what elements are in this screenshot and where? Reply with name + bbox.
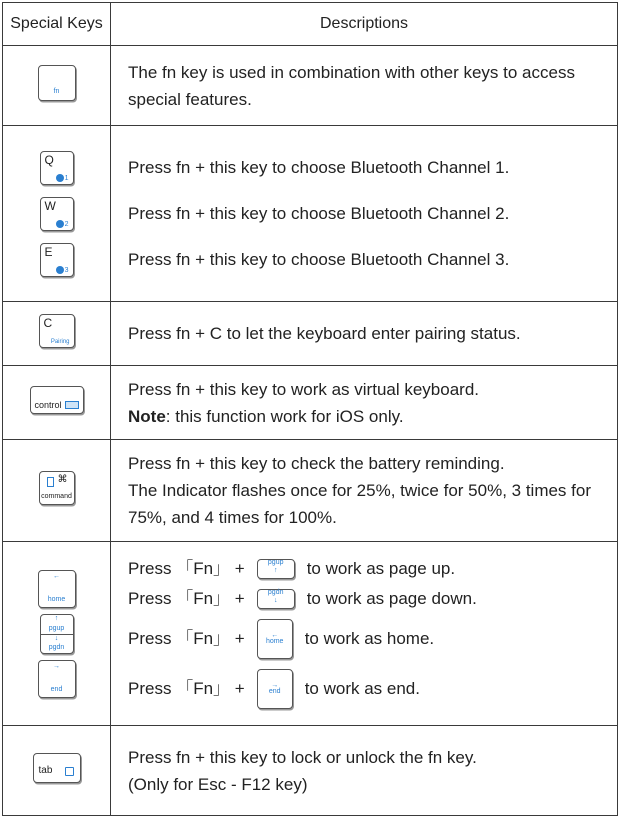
- header-descriptions: Descriptions: [111, 3, 618, 46]
- command-line-1: Press fn + this key to check the battery reminding.: [128, 454, 505, 473]
- row-bluetooth: [3, 126, 618, 302]
- up-arrow-icon: ↑: [54, 614, 59, 622]
- row-command: [3, 440, 618, 542]
- lock-icon: [65, 767, 74, 776]
- end-key-inline-icon: → end: [257, 669, 293, 709]
- q-key-icon: Q 1: [40, 151, 74, 185]
- keyboard-icon: [65, 401, 79, 409]
- row-control: [3, 366, 618, 440]
- battery-icon: [47, 477, 54, 487]
- home-key-inline-icon: ← home: [257, 619, 293, 659]
- command-symbol-icon: ⌘: [57, 474, 68, 485]
- end-key-icon: → end: [38, 660, 76, 698]
- row-tab: [3, 726, 618, 816]
- home-line: Press 「Fn」 + ← home to work as home.: [128, 614, 603, 664]
- bt-channel-3-text: Press fn + this key to choose Bluetooth Channel 3.: [128, 249, 510, 269]
- command-line-2: The Indicator flashes once for 25%, twice for 50%, 3 times for 75%, and 4 times for 100%.: [128, 481, 591, 527]
- left-arrow-icon: ←: [53, 572, 60, 580]
- special-keys-table: [2, 2, 618, 816]
- c-pairing-key-icon: C Pairing: [39, 314, 75, 348]
- pgup-key-icon: ↑ pgup: [257, 559, 295, 579]
- note-label: Note: [128, 406, 166, 426]
- pgdn-key-icon: ↓ pgdn: [257, 589, 295, 609]
- right-arrow-icon: →: [271, 681, 279, 689]
- note-text: : this function work for iOS only.: [165, 406, 404, 426]
- row-pairing: [3, 302, 618, 366]
- bluetooth-icon: [56, 266, 64, 274]
- page-down-line: Press 「Fn」 + ↓ pgdn to work as page down.: [128, 584, 603, 614]
- e-key-icon: E 3: [40, 243, 74, 277]
- fn-key-icon: fn: [38, 65, 76, 101]
- tab-line-2: (Only for Esc - F12 key): [128, 774, 308, 794]
- right-arrow-icon: →: [53, 662, 60, 670]
- tab-lock-key-icon: tab: [33, 753, 81, 783]
- pairing-description: Press fn + C to let the keyboard enter pairing status.: [111, 302, 618, 366]
- down-arrow-icon: ↓: [54, 634, 59, 642]
- tab-line-1: Press fn + this key to lock or unlock the fn key.: [128, 747, 477, 767]
- up-arrow-icon: ↑: [273, 566, 278, 574]
- left-arrow-icon: ←: [271, 631, 279, 639]
- down-arrow-icon: ↓: [273, 596, 278, 604]
- header-row: [3, 3, 618, 46]
- w-key-icon: W 2: [40, 197, 74, 231]
- row-navigation: [3, 542, 618, 726]
- page-up-line: Press 「Fn」 + ↑ pgup to work as page up.: [128, 554, 603, 584]
- end-line: Press 「Fn」 + → end to work as end.: [128, 664, 603, 714]
- control-line-1: Press fn + this key to work as virtual keyboard.: [128, 379, 480, 399]
- fn-description: The fn key is used in combination with other keys to access special features.: [111, 46, 618, 126]
- header-special-keys: Special Keys: [3, 3, 111, 46]
- home-key-icon: ← home: [38, 570, 76, 608]
- row-fn: [3, 46, 618, 126]
- bt-channel-2-text: Press fn + this key to choose Bluetooth Channel 2.: [128, 203, 510, 223]
- bluetooth-icon: [56, 174, 64, 182]
- bt-channel-1-text: Press fn + this key to choose Bluetooth Channel 1.: [128, 157, 510, 177]
- command-key-icon: ⌘ command: [39, 471, 75, 505]
- bluetooth-icon: [56, 220, 64, 228]
- pgup-pgdn-key-icon: ↑ pgup ↓ pgdn: [40, 614, 74, 654]
- control-key-icon: control: [30, 386, 84, 414]
